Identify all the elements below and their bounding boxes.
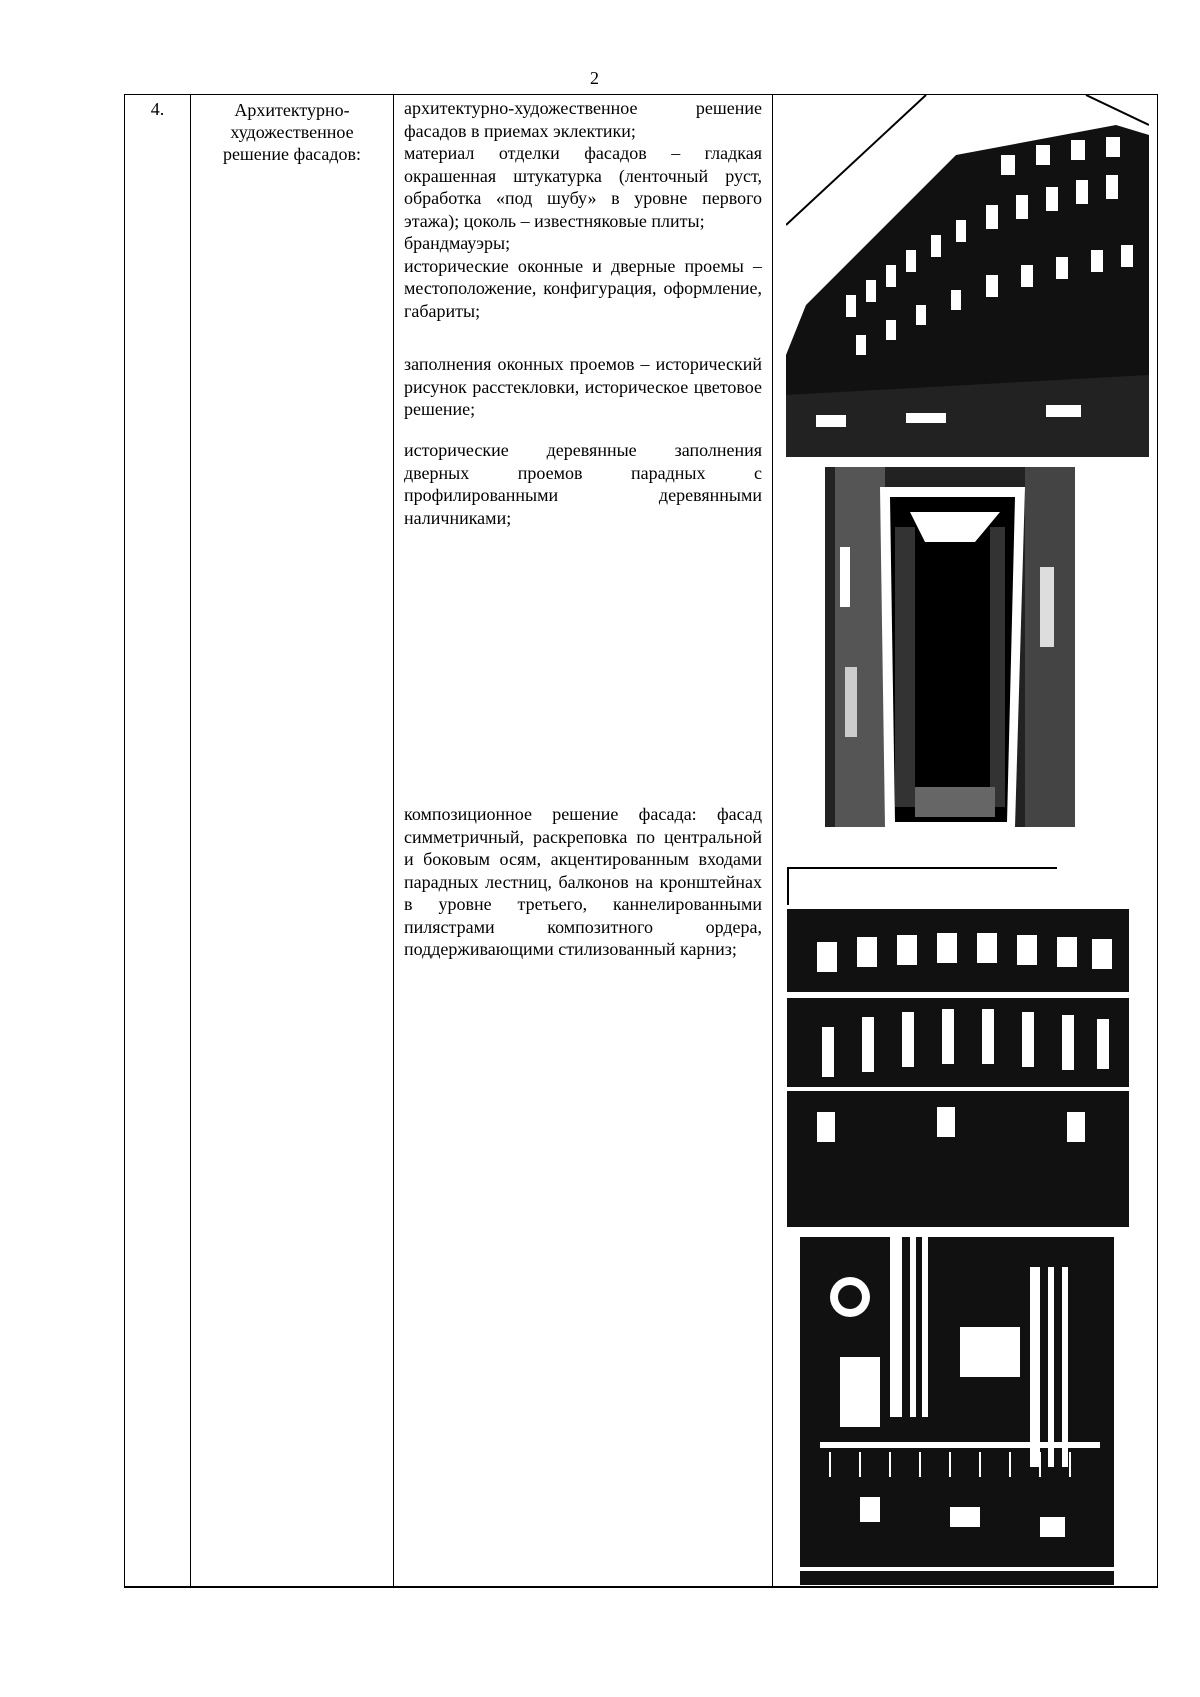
attribute-title xyxy=(191,95,393,165)
description-paragraph: брандмауэры; xyxy=(404,233,511,253)
facade-photo xyxy=(787,867,1129,1227)
attribute-line-1: Архитектурно- xyxy=(234,100,350,120)
building-street-photo xyxy=(786,95,1149,457)
description-block-3 xyxy=(404,439,762,529)
doorway-photo xyxy=(825,467,1075,827)
description-block-2 xyxy=(404,353,762,421)
description-cell xyxy=(394,95,773,1588)
heritage-table xyxy=(124,94,1158,1588)
row-number: 4. xyxy=(125,95,191,1588)
attribute-line-3: решение фасадов: xyxy=(222,144,362,164)
page-number: 2 xyxy=(590,68,599,88)
description-paragraph: исторические деревянные заполнения дверных проемов парадных с профилированными деревянными наличниками; xyxy=(404,440,762,528)
description-block-1 xyxy=(404,97,762,322)
description-paragraph: исторические оконные и дверные проемы – местоположение, конфигурация, оформление, габариты; xyxy=(404,255,762,321)
description-paragraph: заполнения оконных проемов – исторический рисунок расстекловки, историческое цветовое решение; xyxy=(404,354,762,419)
attribute-line-2: художественное xyxy=(230,122,354,142)
table-row xyxy=(125,95,1158,1588)
description-paragraph: материал отделки фасадов – гладкая окрашенная штукатурка (ленточный руст, обработка «под шубу» в уровне первого этажа); цоколь – известняковые плиты; xyxy=(404,143,762,231)
description-block-4 xyxy=(404,803,762,961)
photo-cell xyxy=(773,95,1158,1588)
attribute-cell xyxy=(191,95,394,1588)
description-paragraph: архитектурно-художественное решение фасадов в приемах эклектики; xyxy=(404,98,762,141)
pilaster-balcony-photo xyxy=(800,1237,1114,1585)
description-paragraph: композиционное решение фасада: фасад симметричный, раскреповка по центральной и боковым осям, акцентированным входами парадных лестниц, балконов на кронштейнах в уровне третьего, каннелированными пилястрами композитного ордера, поддерживающими стилизованный карниз; xyxy=(404,804,762,959)
